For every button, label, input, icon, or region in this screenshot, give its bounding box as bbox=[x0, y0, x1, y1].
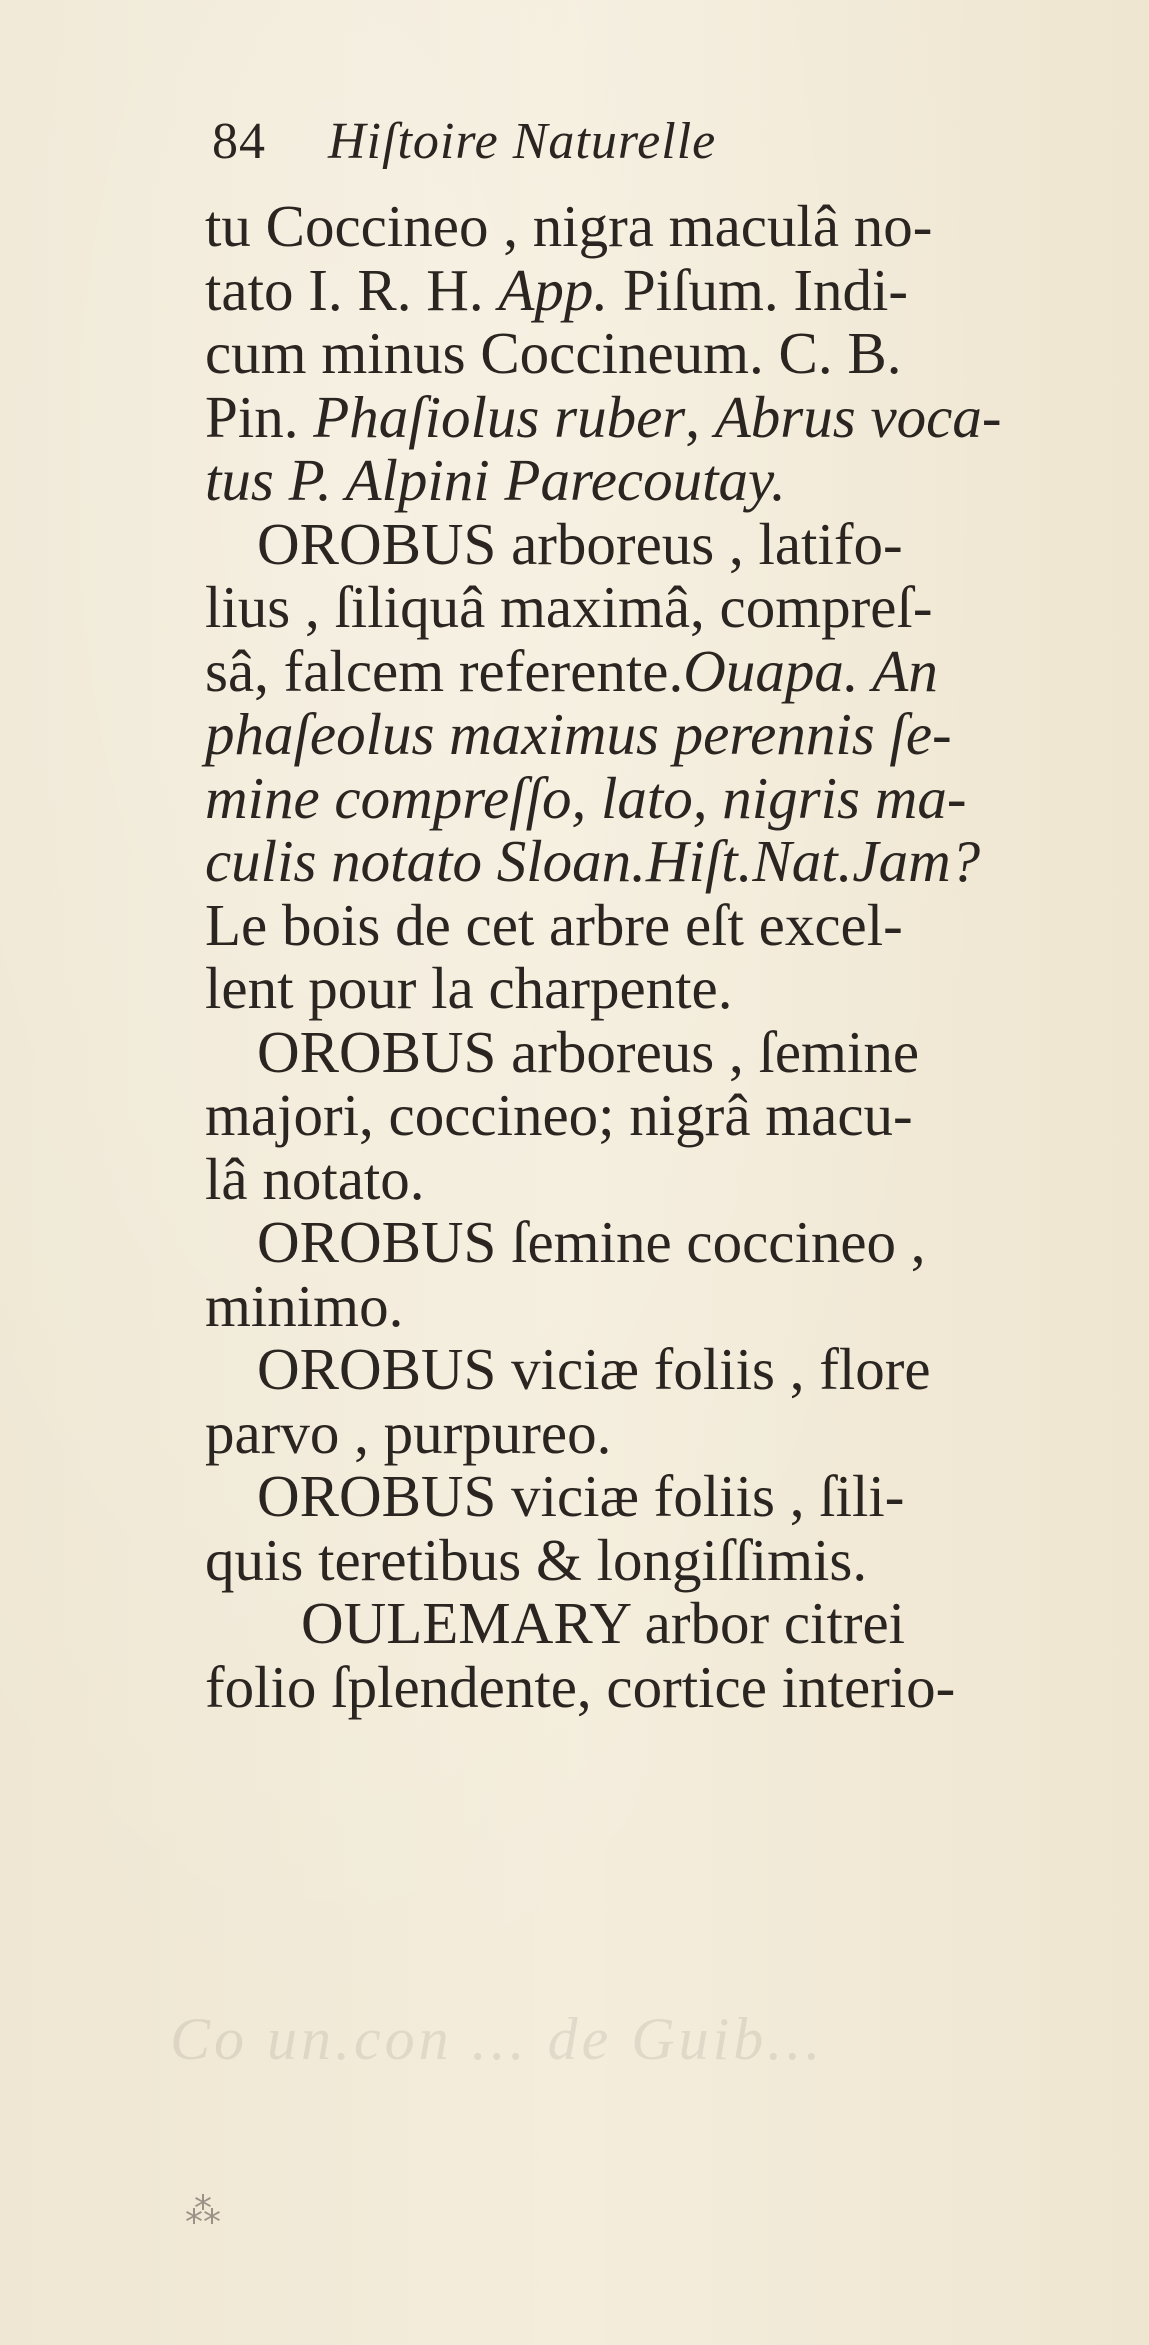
text-line: culis notato Sloan.Hiſt.Nat.Jam? bbox=[205, 828, 981, 894]
text-line: OROBUS ſemine coccineo , bbox=[257, 1209, 926, 1275]
text-line: mine compreſſo, lato, nigris ma‑ bbox=[205, 764, 967, 831]
text-line: minimo. bbox=[205, 1272, 404, 1339]
text-line: majori, coccineo; nigrâ macu‑ bbox=[205, 1082, 913, 1148]
text-line: OROBUS arboreus , latifo‑ bbox=[257, 510, 903, 577]
running-title: Hiſtoire Naturelle bbox=[328, 113, 717, 170]
text-line: OULEMARY arbor citrei bbox=[301, 1590, 906, 1656]
ink-mark: ⁂ bbox=[185, 2191, 221, 2231]
text-line: Pin. Phaſiolus ruber, Abrus voca‑ bbox=[205, 383, 1002, 450]
page-number: 84 bbox=[212, 113, 266, 170]
text-line: phaſeolus maximus perennis ſe‑ bbox=[205, 701, 952, 767]
text-line: OROBUS viciæ foliis , ſili‑ bbox=[257, 1463, 905, 1529]
text-line: Le bois de cet arbre eſt excel‑ bbox=[205, 891, 903, 958]
page-header bbox=[212, 112, 716, 182]
text-line: folio ſplendente, cortice interio‑ bbox=[205, 1653, 956, 1720]
text-line: lâ notato. bbox=[205, 1145, 425, 1212]
text-line: OROBUS viciæ foliis , flore bbox=[257, 1336, 931, 1402]
text-line: parvo , purpureo. bbox=[205, 1399, 612, 1466]
text-line: lent pour la charpente. bbox=[205, 955, 733, 1021]
text-line: tato I. R. H. App. Piſum. Indi‑ bbox=[205, 256, 909, 323]
text-line: cum minus Coccineum. C. B. bbox=[205, 320, 902, 386]
text-line: quis teretibus & longiſſimis. bbox=[205, 1526, 868, 1593]
text-line: sâ, falcem referente.Ouapa. An bbox=[205, 637, 938, 704]
body-text bbox=[205, 195, 1140, 1719]
text-line: OROBUS arboreus , ſemine bbox=[257, 1018, 920, 1085]
bleed-through-text: Co un.con ... de Guib... bbox=[170, 2006, 825, 2072]
text-line: tu Coccineo , nigra maculâ no‑ bbox=[205, 193, 933, 259]
text-line: lius , ſiliquâ maximâ, compreſ‑ bbox=[205, 574, 933, 640]
text-line: tus P. Alpini Parecoutay. bbox=[205, 447, 786, 513]
